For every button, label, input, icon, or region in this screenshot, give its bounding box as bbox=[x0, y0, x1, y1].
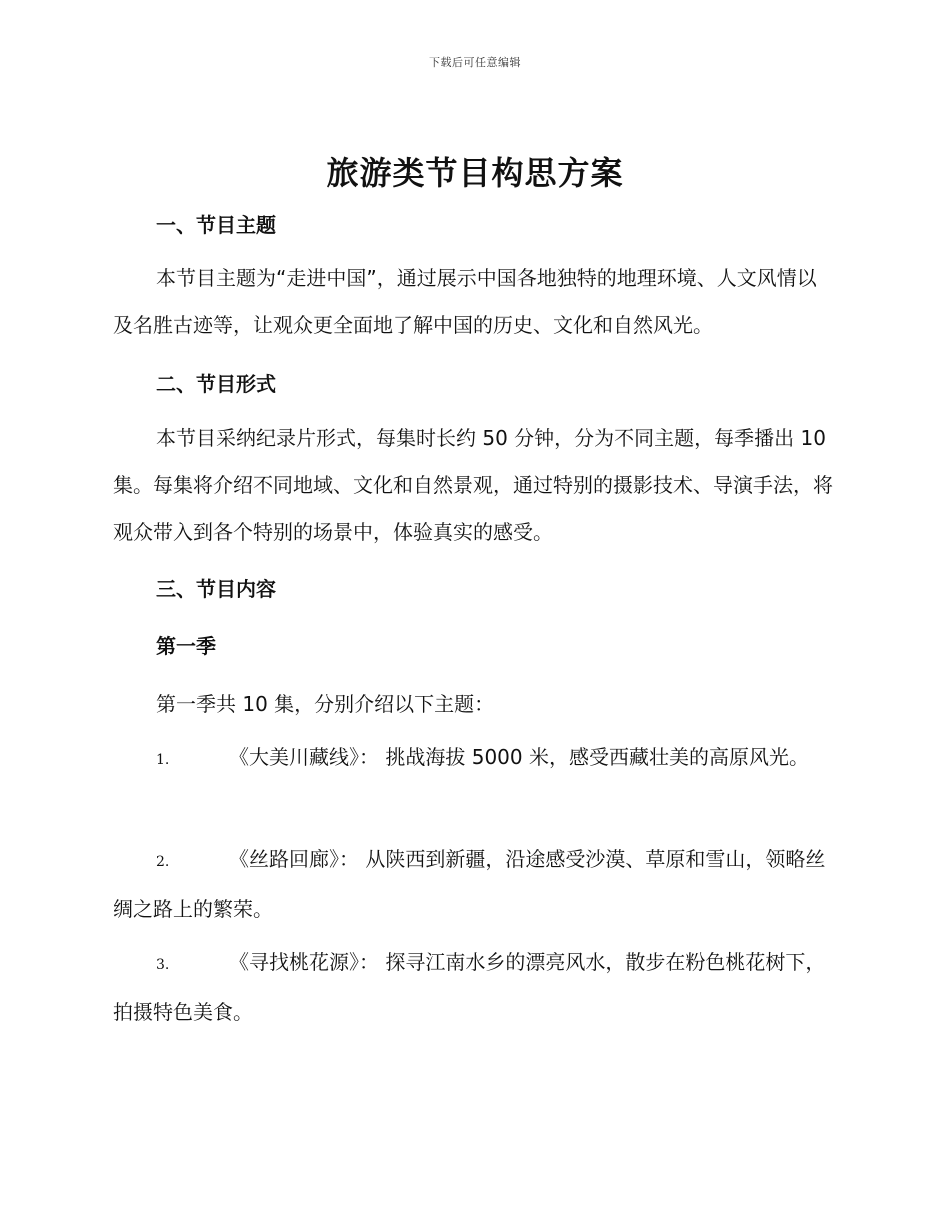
list-item-text: 《丝路回廊》： 从陕西到新疆，沿途感受沙漠、草原和雪山，领略丝绸之路上的繁荣。 bbox=[113, 847, 826, 921]
season-one-intro: 第一季共 10 集，分别介绍以下主题： bbox=[156, 692, 495, 716]
list-item-text: 《寻找桃花源》： 探寻江南水乡的漂亮风水，散步在粉色桃花树下，拍摄特色美食。 bbox=[113, 950, 826, 1024]
section-heading-theme: 一、节目主题 bbox=[156, 213, 276, 237]
document-title: 旅游类节目构思方案 bbox=[326, 154, 624, 192]
list-item bbox=[113, 836, 835, 933]
list-item-number: 3. bbox=[156, 957, 170, 973]
list-item-number: 1. bbox=[156, 752, 170, 768]
list-item bbox=[113, 734, 835, 784]
section-heading-content: 三、节目内容 bbox=[156, 577, 276, 601]
list-item-text: 《大美川藏线》： 挑战海拔 5000 米，感受西藏壮美的高原风光。 bbox=[229, 745, 809, 769]
season-one-heading: 第一季 bbox=[156, 634, 216, 658]
page-header-note: 下载后可任意编辑 bbox=[429, 56, 521, 69]
list-item bbox=[113, 939, 835, 1036]
list-item-number: 2. bbox=[156, 854, 170, 870]
theme-paragraph: 本节目主题为“走进中国”，通过展示中国各地独特的地理环境、人文风情以及名胜古迹等，让观众更全面地了解中国的历史、文化和自然风光。 bbox=[113, 266, 817, 337]
section-heading-format: 二、节目形式 bbox=[156, 372, 276, 396]
format-paragraph: 本节目采纳纪录片形式，每集时长约 50 分钟，分为不同主题，每季播出 10 集。每集将介绍不同地域、文化和自然景观，通过特别的摄影技术、导演手法，将观众带入到各个特别的场景中，体验真实的感受。 bbox=[113, 426, 833, 544]
